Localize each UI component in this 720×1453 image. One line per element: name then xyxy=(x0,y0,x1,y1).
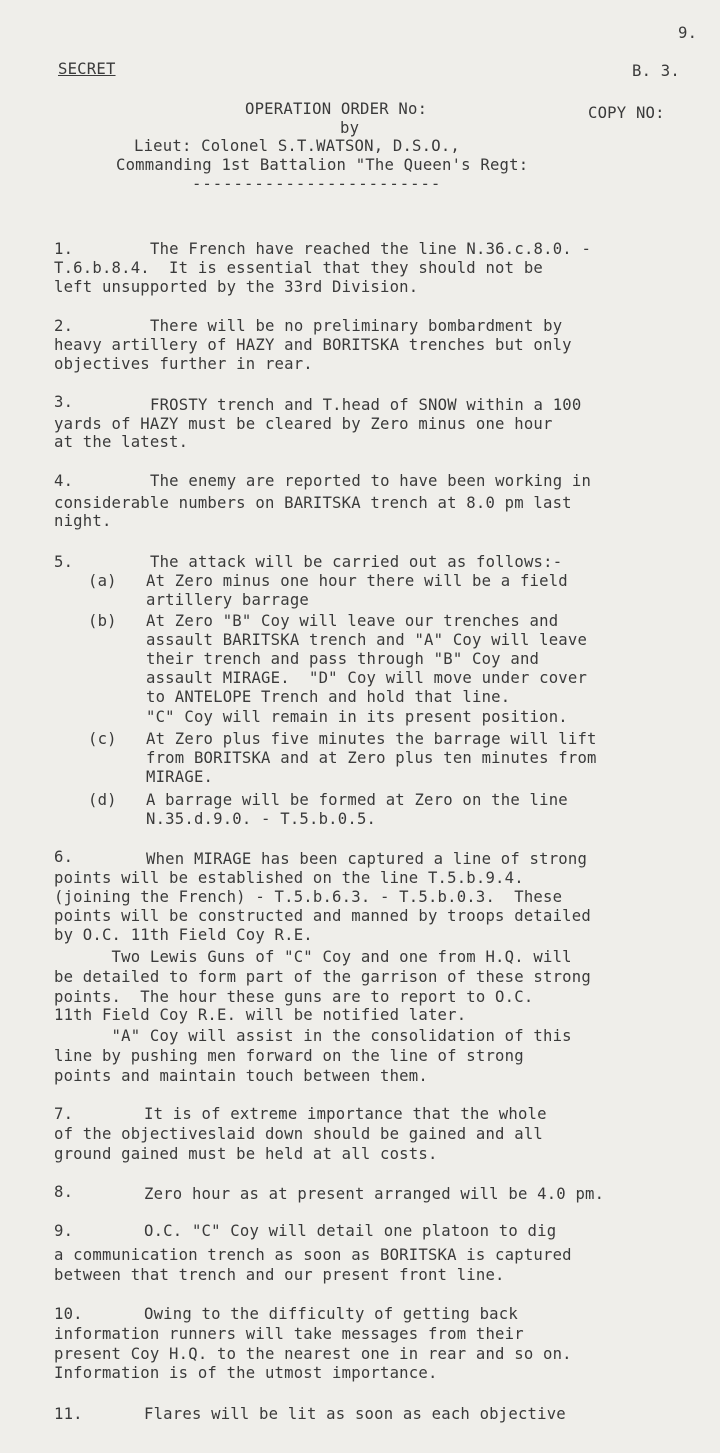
document-reference: B. 3. xyxy=(632,62,680,80)
subparagraph-line: assault BARITSKA trench and "A" Coy will leave xyxy=(146,631,588,649)
paragraph-line: between that trench and our present front line. xyxy=(54,1266,505,1284)
paragraph-line: O.C. "C" Coy will detail one platoon to dig xyxy=(144,1222,557,1240)
header-rule: ------------------------ xyxy=(192,175,442,193)
paragraph-line: Owing to the difficulty of getting back xyxy=(144,1305,518,1323)
subparagraph-line: At Zero "B" Coy will leave our trenches and xyxy=(146,612,559,630)
paragraph-line: "A" Coy will assist in the consolidation of this xyxy=(54,1027,572,1045)
paragraph-line: considerable numbers on BARITSKA trench at 8.0 pm last xyxy=(54,494,572,512)
subparagraph-line: At Zero minus one hour there will be a field xyxy=(146,572,568,590)
paragraph-line: There will be no preliminary bombardment by xyxy=(150,317,563,335)
subparagraph-line: assault MIRAGE. "D" Coy will move under cover xyxy=(146,669,588,687)
paragraph-line: a communication trench as soon as BORITSKA is captured xyxy=(54,1246,572,1264)
paragraph-line: points will be established on the line T.5.b.9.4. xyxy=(54,869,524,887)
paragraph-number: 3. xyxy=(54,393,74,411)
by-line: by xyxy=(340,119,360,137)
page-number: 9. xyxy=(678,24,698,42)
order-title: OPERATION ORDER No: xyxy=(245,100,428,118)
paragraph-line: yards of HAZY must be cleared by Zero minus one hour xyxy=(54,415,553,433)
paragraph-line: It is of extreme importance that the whole xyxy=(144,1105,547,1123)
paragraph-line: Two Lewis Guns of "C" Coy and one from H.Q. will xyxy=(54,948,572,966)
paragraph-line: at the latest. xyxy=(54,433,189,451)
paragraph-line: (joining the French) - T.5.b.6.3. - T.5.b.0.3. These xyxy=(54,888,563,906)
subparagraph-line: "C" Coy will remain in its present position. xyxy=(146,708,568,726)
paragraph-line: information runners will take messages from their xyxy=(54,1325,524,1343)
paragraph-line: points will be constructed and manned by troops detailed xyxy=(54,907,591,925)
subparagraph-line: At Zero plus five minutes the barrage will lift xyxy=(146,730,597,748)
paragraph-line: The enemy are reported to have been working in xyxy=(150,472,592,490)
subparagraph-label: (d) xyxy=(88,791,117,809)
subparagraph-label: (c) xyxy=(88,730,117,748)
paragraph-number: 4. xyxy=(54,472,74,490)
paragraph-line: line by pushing men forward on the line of strong xyxy=(54,1047,524,1065)
paragraph-line: points. The hour these guns are to report to O.C. xyxy=(54,988,534,1006)
paragraph-line: The attack will be carried out as follows:- xyxy=(150,553,563,571)
paragraph-number: 7. xyxy=(54,1105,74,1123)
paragraph-line: When MIRAGE has been captured a line of strong xyxy=(146,850,588,868)
paragraph-line: FROSTY trench and T.head of SNOW within a 100 xyxy=(150,396,582,414)
paragraph-line: 11th Field Coy R.E. will be notified later. xyxy=(54,1006,467,1024)
copy-number-label: COPY NO: xyxy=(588,104,665,122)
subparagraph-line: N.35.d.9.0. - T.5.b.0.5. xyxy=(146,810,377,828)
paragraph-line: Information is of the utmost importance. xyxy=(54,1364,438,1382)
subparagraph-line: MIRAGE. xyxy=(146,768,214,786)
paragraph-line: of the objectiveslaid down should be gained and all xyxy=(54,1125,543,1143)
paragraph-line: heavy artillery of HAZY and BORITSKA trenches but only xyxy=(54,336,572,354)
subparagraph-line: from BORITSKA and at Zero plus ten minutes from xyxy=(146,749,597,767)
paragraph-line: T.6.b.8.4. It is essential that they should not be xyxy=(54,259,543,277)
subparagraph-line: their trench and pass through "B" Coy and xyxy=(146,650,540,668)
paragraph-line: present Coy H.Q. to the nearest one in rear and so on. xyxy=(54,1345,572,1363)
paragraph-line: left unsupported by the 33rd Division. xyxy=(54,278,419,296)
classification-label: SECRET xyxy=(58,60,116,78)
author-line: Lieut: Colonel S.T.WATSON, D.S.O., xyxy=(134,137,460,155)
subparagraph-line: A barrage will be formed at Zero on the line xyxy=(146,791,568,809)
paragraph-line: Flares will be lit as soon as each objective xyxy=(144,1405,566,1423)
paragraph-line: ground gained must be held at all costs. xyxy=(54,1145,438,1163)
paragraph-number: 9. xyxy=(54,1222,74,1240)
subparagraph-line: to ANTELOPE Trench and hold that line. xyxy=(146,688,511,706)
paragraph-line: The French have reached the line N.36.c.8.0. - xyxy=(150,240,592,258)
paragraph-number: 8. xyxy=(54,1183,74,1201)
paragraph-line: night. xyxy=(54,512,112,530)
paragraph-line: objectives further in rear. xyxy=(54,355,313,373)
subparagraph-line: artillery barrage xyxy=(146,591,309,609)
paragraph-number: 11. xyxy=(54,1405,83,1423)
paragraph-number: 6. xyxy=(54,848,74,866)
subparagraph-label: (a) xyxy=(88,572,117,590)
paragraph-line: points and maintain touch between them. xyxy=(54,1067,428,1085)
paragraph-line: by O.C. 11th Field Coy R.E. xyxy=(54,926,313,944)
paragraph-number: 2. xyxy=(54,317,74,335)
command-line: Commanding 1st Battalion "The Queen's Regt: xyxy=(116,156,529,174)
paragraph-number: 1. xyxy=(54,240,74,258)
paragraph-number: 5. xyxy=(54,553,74,571)
paragraph-number: 10. xyxy=(54,1305,83,1323)
paragraph-line: be detailed to form part of the garrison of these strong xyxy=(54,968,591,986)
paragraph-line: Zero hour as at present arranged will be 4.0 pm. xyxy=(144,1185,605,1203)
subparagraph-label: (b) xyxy=(88,612,117,630)
